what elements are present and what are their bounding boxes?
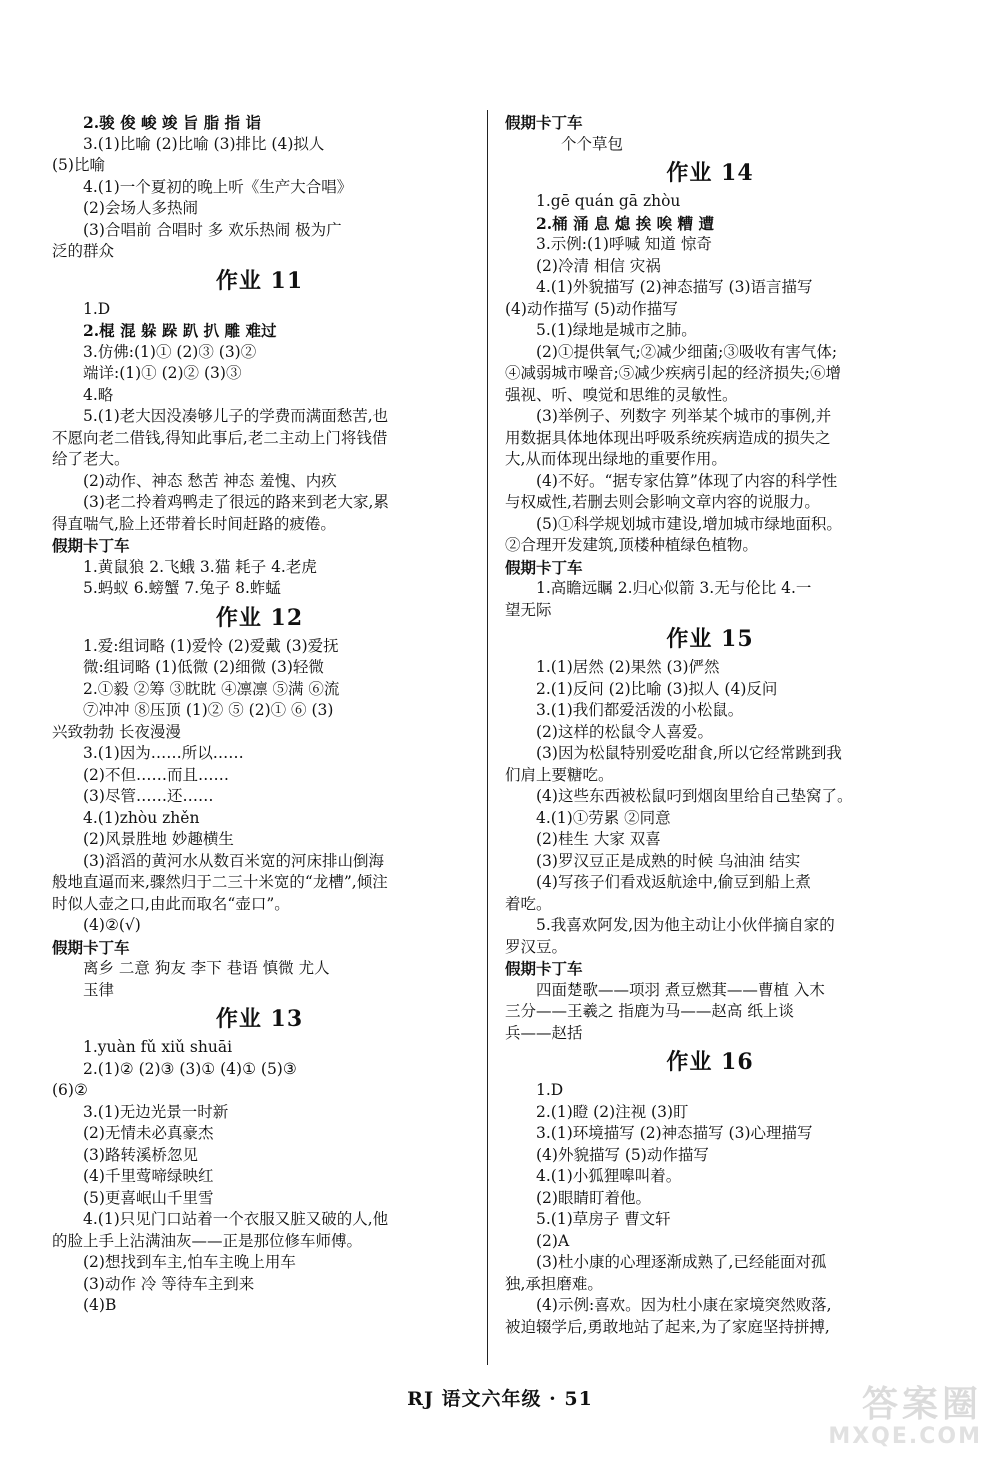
answer-line: (3)滔滔的黄河水从数百米宽的河床排山倒海 — [83, 851, 384, 870]
answer-line: 5.蚂蚁 6.螃蟹 7.兔子 8.蚱蜢 — [83, 579, 281, 597]
answer-line: (3)动作 冷 等待车主到来 — [83, 1274, 255, 1293]
answer-line: 得直喘气,脸上还带着长时间赶路的疲倦。 — [52, 514, 336, 533]
answer-line: 四面楚歌——项羽 煮豆燃萁——曹植 入木 — [536, 980, 825, 999]
answer-line: ⑦冲冲 ⑧压顶 (1)② ⑤ (2)① ⑥ (3) — [83, 701, 334, 719]
answer-line: (6)② — [52, 1081, 88, 1099]
answer-line: 三分——王羲之 指鹿为马——赵高 纸上谈 — [505, 1002, 794, 1020]
answer-line: 用数据具体地体现出呼吸系统疾病造成的损失之 — [505, 428, 831, 447]
answer-line: 4.略 — [83, 385, 114, 404]
answer-line: (4)外貌描写 (5)动作描写 — [536, 1145, 709, 1164]
section-heading: 作业 14 — [666, 160, 754, 186]
answer-line: (2)①提供氧气;②减少细菌;③吸收有害气体; — [536, 342, 838, 361]
watermark-text: 答案圈 — [861, 1383, 982, 1425]
answer-line: ④减弱城市噪音;⑤减少疾病引起的经济损失;⑥增 — [505, 364, 841, 382]
answer-line: (2)眼睛盯着他。 — [536, 1188, 651, 1207]
answer-line: (4)千里莺啼绿映红 — [83, 1167, 214, 1185]
answer-line: (3)老二拎着鸡鸭走了很远的路来到老大家,累 — [83, 493, 389, 511]
answer-line: 4.(1)①劳累 ②同意 — [536, 808, 671, 827]
answer-line: 1.爱:组词略 (1)爱怜 (2)爱戴 (3)爱抚 — [83, 636, 339, 655]
answer-line: 不愿向老二借钱,得知此事后,老二主动上门将钱借 — [52, 428, 388, 447]
answer-line: (2)桂生 大家 双喜 — [536, 830, 661, 848]
answer-line: 5.(1)老大因没凑够儿子的学费而满面愁苦,也 — [83, 407, 389, 425]
answer-line: 微:组词略 (1)低微 (2)细微 (3)轻微 — [83, 658, 324, 676]
answer-line: 3.(1)环境描写 (2)神态描写 (3)心理描写 — [536, 1124, 813, 1142]
answer-line: 时似人壶之口,由此而取名“壶口”。 — [52, 894, 290, 913]
answer-line: 1.D — [83, 299, 111, 318]
section-heading: 作业 15 — [666, 626, 754, 652]
answer-line: 的脸上手上沾满油灰——正是那位修车师傅。 — [52, 1231, 363, 1250]
answer-line: (2)这样的松鼠令人喜爱。 — [536, 722, 713, 741]
answer-line: (3)杜小康的心理逐渐成熟了,已经能面对孤 — [536, 1253, 827, 1271]
answer-line: 3.示例:(1)呼喊 知道 惊奇 — [536, 235, 712, 253]
answer-line: 5.我喜欢阿发,因为他主动让小伙伴摘自家的 — [536, 916, 835, 934]
answer-line: 个个草包 — [561, 134, 624, 153]
answer-line: 5.(1)草房子 曹文轩 — [536, 1210, 671, 1228]
answer-line: (4)这些东西被松鼠叼到烟囱里给自己垫窝了。 — [536, 787, 853, 805]
answer-line: 2.①毅 ②筹 ③眈眈 ④凛凛 ⑤满 ⑥流 — [83, 679, 340, 698]
answer-line: 3.(1)比喻 (2)比喻 (3)排比 (4)拟人 — [83, 134, 325, 153]
answer-line: 着吃。 — [505, 894, 552, 913]
answer-line: 1.yuàn fǔ xiǔ shuāi — [83, 1038, 233, 1056]
answer-line: 1.黄鼠狼 2.飞蛾 3.猫 耗子 4.老虎 — [83, 557, 317, 576]
answer-line: (3)路转溪桥忽见 — [83, 1145, 198, 1164]
answer-line: (4)②(√) — [83, 916, 141, 934]
answer-line: (2)A — [536, 1231, 570, 1250]
answer-line: 2.骏 俊 峻 竣 旨 脂 指 诣 — [83, 113, 261, 132]
answer-line: (3)尽管……还…… — [83, 787, 214, 805]
answer-line: 4.(1)zhòu zhěn — [83, 808, 200, 827]
answer-line: 5.(1)绿地是城市之肺。 — [536, 321, 697, 339]
watermark-logo — [792, 1384, 982, 1454]
answer-line: 3.(1)无边光景一时新 — [83, 1102, 229, 1121]
left-column — [52, 112, 467, 1317]
answer-line: 般地直逼而来,骤然归于二三十米宽的“龙槽”,倾注 — [52, 873, 388, 891]
answer-line: (2)无情未必真豪杰 — [83, 1124, 214, 1142]
answer-line: 假期卡丁车 — [505, 113, 583, 132]
answer-line: 与权威性,若删去则会影响文章内容的说服力。 — [505, 493, 820, 511]
answer-line: 4.(1)只见门口站着一个衣服又脏又破的人,他 — [83, 1210, 389, 1228]
answer-line: 3.(1)我们都爱活泼的小松鼠。 — [536, 701, 744, 719]
answer-line: 假期卡丁车 — [52, 937, 130, 957]
page-footer: RJ 语文六年级 · 51 — [407, 1388, 593, 1410]
answer-line: 假期卡丁车 — [505, 557, 583, 577]
answer-line: (5)更喜岷山千里雪 — [83, 1188, 214, 1207]
answer-line: (2)会场人多热闹 — [83, 199, 198, 217]
answer-line: 兴致勃勃 长夜漫漫 — [52, 722, 181, 741]
answer-line: 1.D — [536, 1081, 564, 1099]
answer-line: 4.(1)小狐狸嗥叫着。 — [536, 1167, 682, 1185]
answer-line: (5)比喻 — [52, 156, 105, 174]
section-heading: 作业 16 — [666, 1049, 754, 1075]
section-heading: 作业 11 — [215, 267, 304, 294]
answer-line: 给了老大。 — [52, 450, 130, 468]
answer-line: 兵——赵括 — [505, 1023, 583, 1042]
answer-line: 望无际 — [505, 600, 552, 619]
answer-line: 2.(1)反问 (2)比喻 (3)拟人 (4)反问 — [536, 679, 778, 698]
answer-line: 3.仿佛:(1)① (2)③ (3)② — [83, 342, 257, 361]
answer-line: 2.桶 涌 息 熄 挨 唉 糟 遭 — [536, 213, 714, 233]
column-divider — [487, 110, 488, 1365]
answer-line: (2)风景胜地 妙趣横生 — [83, 830, 234, 848]
answer-line: 端详:(1)① (2)② (3)③ — [83, 364, 242, 382]
answer-line: (3)罗汉豆正是成熟的时候 乌油油 结实 — [536, 851, 801, 870]
answer-line: 独,承担磨难。 — [505, 1274, 603, 1293]
answer-line: 4.(1)外貌描写 (2)神态描写 (3)语言描写 — [536, 278, 813, 296]
answer-line: (3)举例子、列数字 列举某个城市的事例,并 — [536, 407, 832, 425]
section-heading: 作业 12 — [215, 604, 304, 631]
answer-line: 2.(1)② (2)③ (3)① (4)① (5)③ — [83, 1059, 297, 1078]
answer-line: (2)动作、神态 愁苦 神态 羞愧、内疚 — [83, 471, 337, 490]
answer-line: (5)①科学规划城市建设,增加城市绿地面积。 — [536, 514, 842, 533]
answer-line: 3.(1)因为……所以…… — [83, 744, 244, 762]
answer-line: (4)动作描写 (5)动作描写 — [505, 299, 678, 318]
answer-line: ②合理开发建筑,顶楼种植绿色植物。 — [505, 536, 758, 554]
answer-line: (4)B — [83, 1296, 117, 1314]
answer-line: 离乡 二意 狗友 李下 巷语 慎微 尤人 — [83, 959, 330, 977]
answer-line: 4.(1)一个夏初的晚上听《生产大合唱》 — [83, 177, 353, 196]
answer-line: 们肩上要糖吃。 — [505, 765, 614, 784]
answer-line: 被迫辍学后,勇敢地站了起来,为了家庭坚持拼搏, — [505, 1317, 830, 1336]
answer-line: 大,从而体现出绿地的重要作用。 — [505, 450, 727, 468]
answer-line: 假期卡丁车 — [505, 959, 583, 978]
answer-line: 泛的群众 — [52, 242, 115, 260]
answer-line: 玉律 — [83, 980, 115, 999]
answer-line: (4)不好。“据专家估算”体现了内容的科学性 — [536, 471, 838, 490]
section-heading: 作业 13 — [215, 1006, 304, 1032]
answer-line: 1.(1)居然 (2)果然 (3)俨然 — [536, 658, 720, 676]
answer-line: 2.棍 混 躲 跺 趴 扒 雕 难过 — [83, 321, 277, 340]
answer-line: 强视、听、嗅觉和思维的灵敏性。 — [505, 385, 738, 404]
answer-line: (4)示例:喜欢。因为杜小康在家境突然败落, — [536, 1296, 832, 1314]
answer-line: 罗汉豆。 — [505, 937, 568, 956]
answer-line: (3)合唱前 合唱时 多 欢乐热闹 极为广 — [83, 220, 342, 239]
answer-line: 2.(1)瞪 (2)注视 (3)盯 — [536, 1102, 689, 1121]
answer-line: (2)冷清 相信 灾祸 — [536, 256, 661, 275]
answer-line: 1.高瞻远瞩 2.归心似箭 3.无与伦比 4.一 — [536, 579, 812, 597]
answer-line: (2)不但……而且…… — [83, 765, 229, 784]
answer-line: (4)写孩子们看戏返航途中,偷豆到船上煮 — [536, 873, 811, 891]
answer-line: (3)因为松鼠特别爱吃甜食,所以它经常跳到我 — [536, 744, 842, 762]
answer-line: 1.gē quán gā zhòu — [536, 192, 681, 210]
answer-line: 假期卡丁车 — [52, 536, 130, 555]
answer-line: (2)想找到车主,怕车主晚上用车 — [83, 1253, 296, 1271]
right-column — [505, 112, 915, 1338]
watermark-url: MXQE.COM — [828, 1424, 982, 1449]
